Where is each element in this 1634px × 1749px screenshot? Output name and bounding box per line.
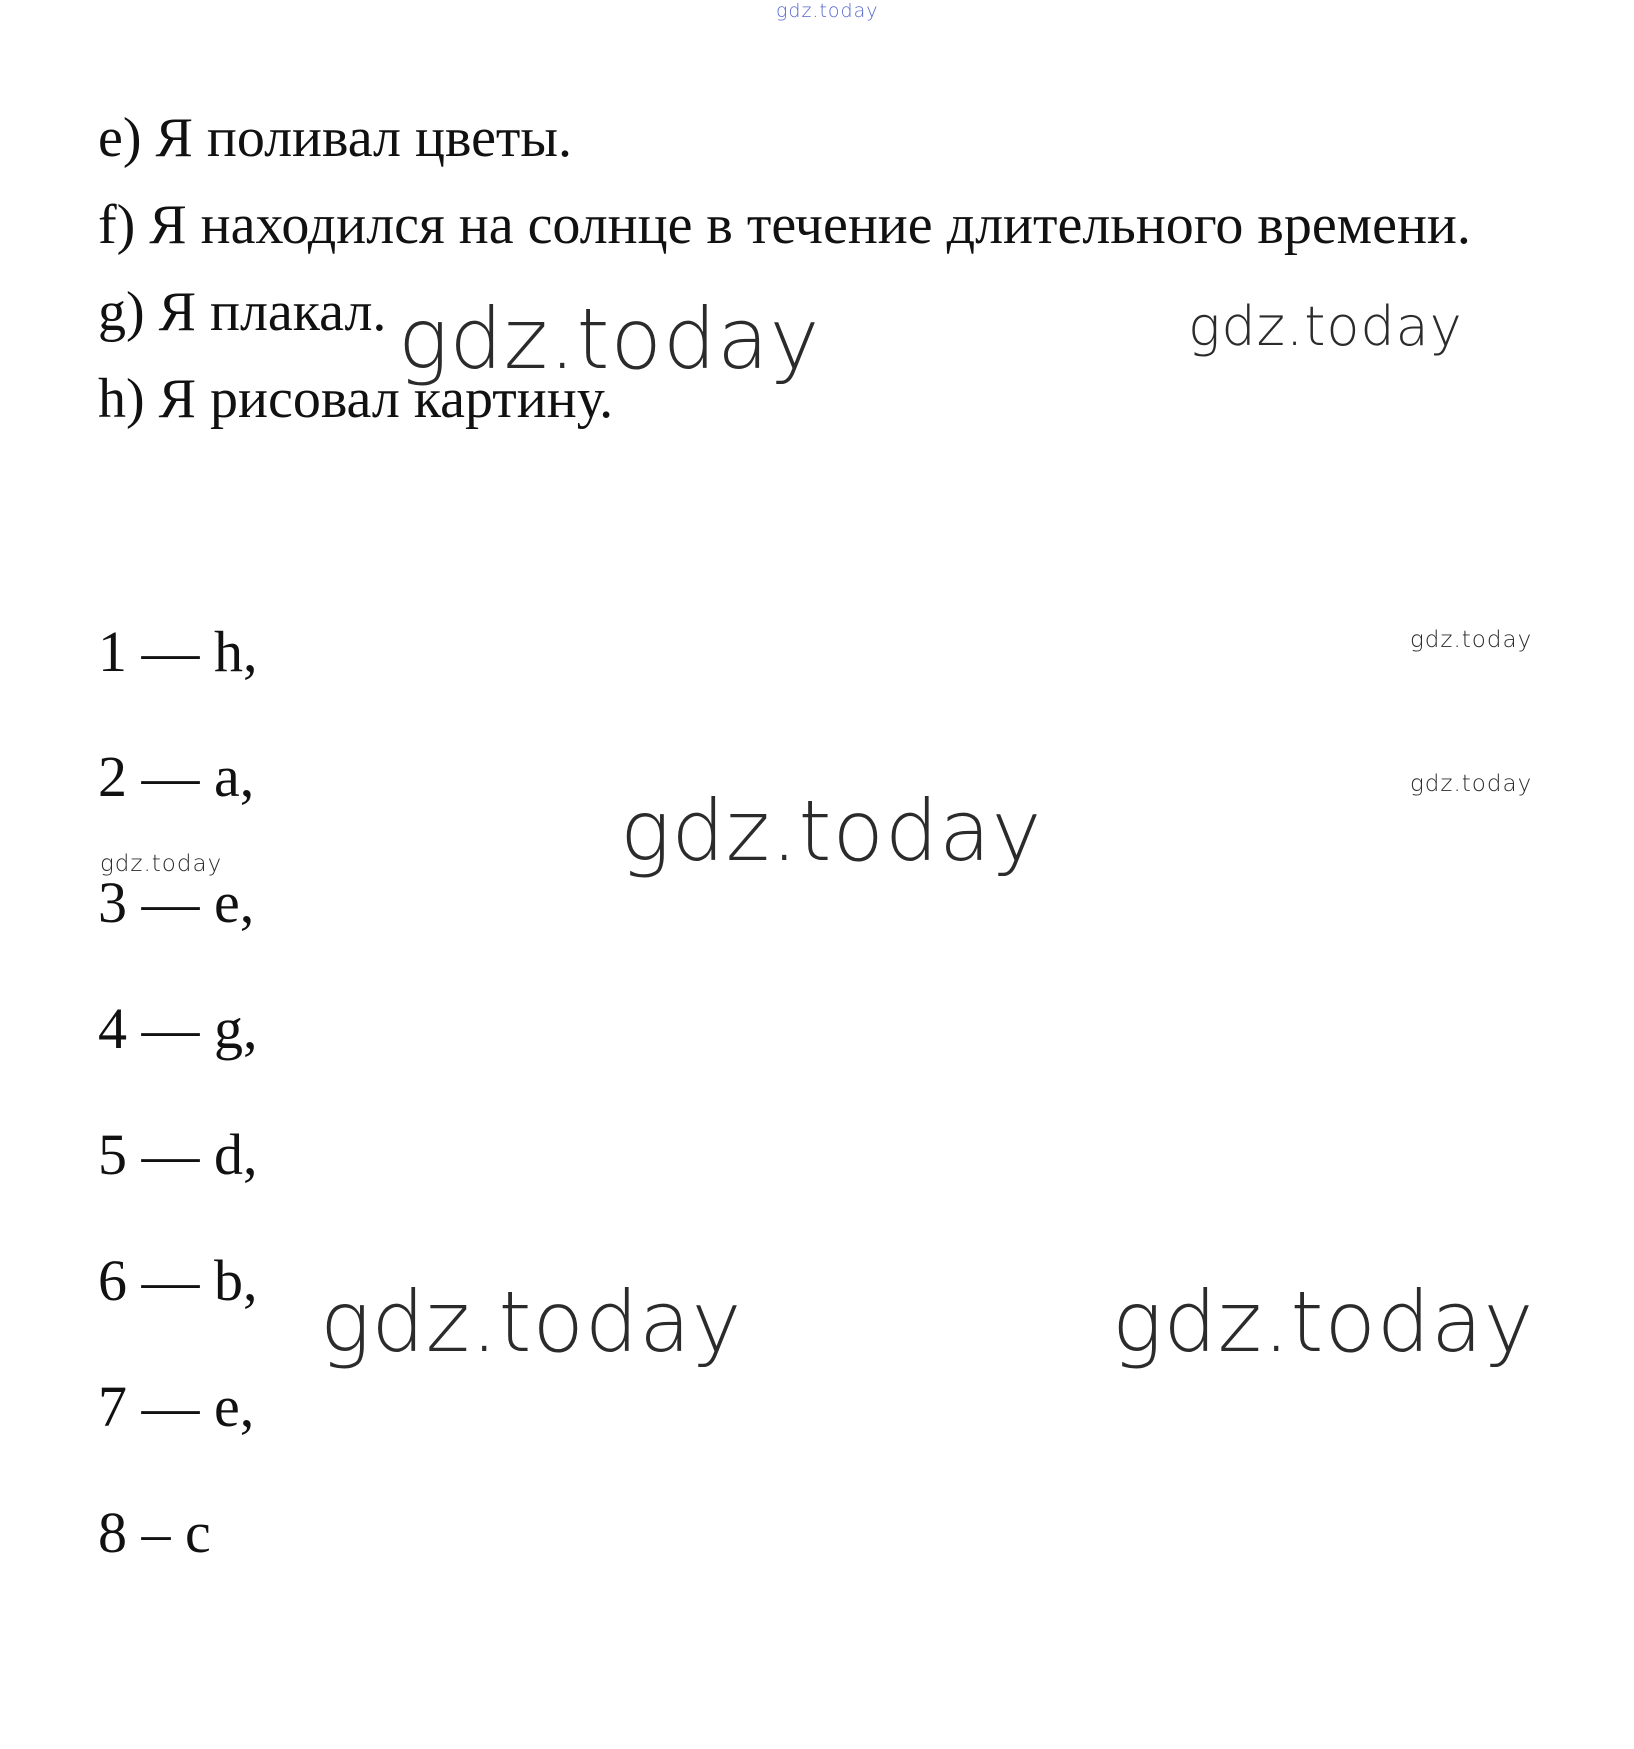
answer-4: 4 — g, bbox=[98, 996, 258, 1061]
watermark: gdz.today bbox=[1112, 1273, 1535, 1371]
watermark: gdz.today bbox=[1410, 627, 1533, 653]
watermark: gdz.today bbox=[398, 290, 821, 388]
watermark: gdz.today bbox=[620, 782, 1043, 880]
sentence-f: f) Я находился на солнце в течение длительного времени. bbox=[98, 194, 1471, 256]
answer-3: 3 — e, bbox=[98, 870, 255, 935]
watermark: gdz.today bbox=[1188, 295, 1463, 358]
answer-6: 6 — b, bbox=[98, 1248, 258, 1313]
watermark: gdz.today bbox=[100, 851, 223, 877]
watermark: gdz.today bbox=[1410, 771, 1533, 797]
answer-7: 7 — e, bbox=[98, 1374, 255, 1439]
watermark: gdz.today bbox=[320, 1273, 743, 1371]
sentence-e: e) Я поливал цветы. bbox=[98, 107, 573, 169]
sentence-g: g) Я плакал. bbox=[98, 281, 387, 343]
answer-5: 5 — d, bbox=[98, 1122, 258, 1187]
answer-8: 8 – c bbox=[98, 1500, 211, 1565]
answer-1: 1 — h, bbox=[98, 619, 258, 684]
watermark-top: gdz.today bbox=[776, 0, 879, 22]
sentence-h: h) Я рисовал картину. bbox=[98, 368, 614, 430]
answer-2: 2 — a, bbox=[98, 744, 255, 809]
